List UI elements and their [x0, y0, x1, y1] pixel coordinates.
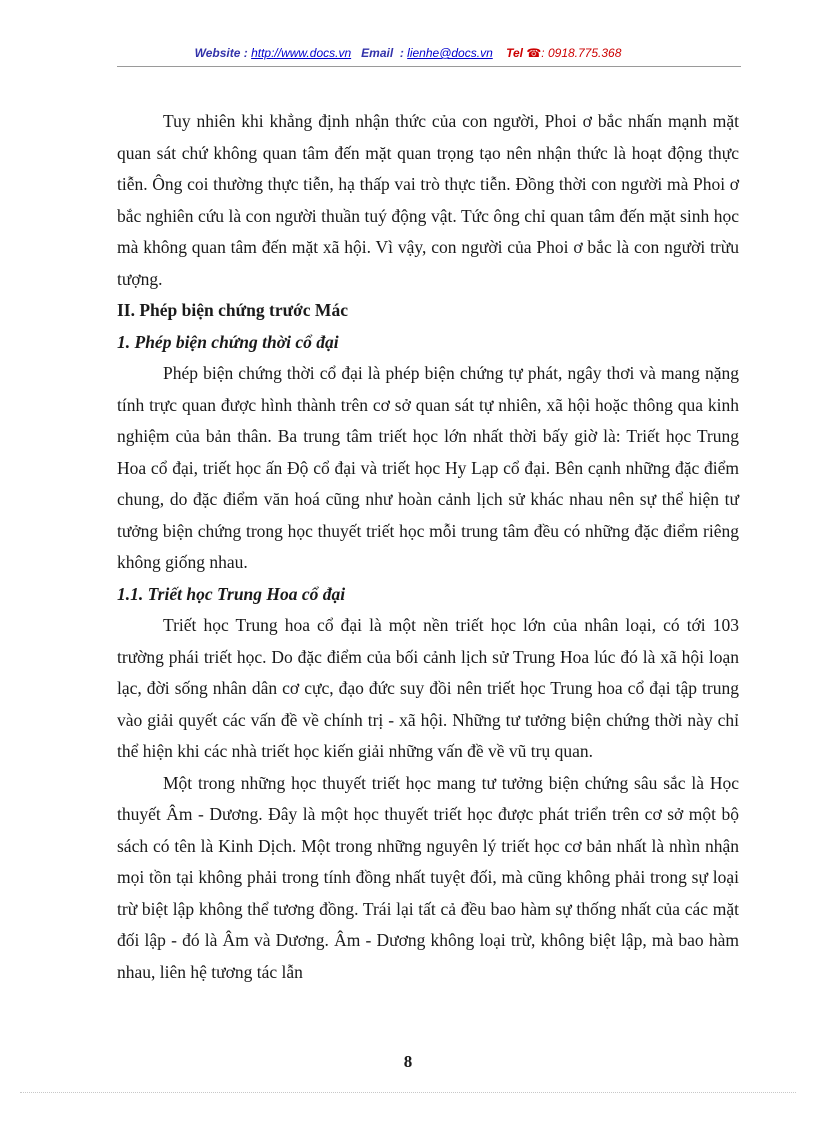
section-heading: II. Phép biện chứng trước Mác	[117, 300, 348, 320]
paragraph: Phép biện chứng thời cổ đại là phép biện chứng tự phát, ngây thơi và mang nặng tính trực quan được hình thành trên cơ sở quan sát tự nhiên, xã hội hoặc thông qua kinh nghiệm của bản thân. Ba trung tâm triết học lớn nhất thời bấy giờ là: Triết học Trung Hoa cổ đại, triết học ấn Độ cổ đại và triết học Hy Lạp cổ đại. Bên cạnh những đặc điểm chung, do đặc điểm văn hoá cũng như hoàn cảnh lịch sử khác nhau nên sự thể hiện tư tưởng biện chứng trong học thuyết triết học mỗi trung tâm đều có những đặc điểm riêng không giống nhau.	[117, 363, 739, 572]
paragraph: Một trong những học thuyết triết học mang tư tưởng biện chứng sâu sắc là Học thuyết Âm - Dương. Đây là một học thuyết triết học được phát triển trên cơ sở một bộ sách có tên là Kinh Dịch. Một trong những nguyên lý triết học cơ bản nhất là nhìn nhận mọi tồn tại không phải trong tính đồng nhất tuyệt đối, mà cũng không phải trong sự loại trừ biệt lập không thể tương đồng. Trái lại tất cả đều bao hàm sự thống nhất của các mặt đối lập - đó là Âm và Dương. Âm - Dương không loại trừ, không biệt lập, mà bao hàm nhau, liên hệ tương tác lẫn	[117, 772, 739, 982]
phone-number: : 0918.775.368	[541, 46, 622, 60]
website-link[interactable]: http://www.docs.vn	[251, 46, 352, 60]
paragraph: Triết học Trung hoa cổ đại là một nền triết học lớn của nhân loại, có tới 103 trường phái triết học. Do đặc điểm của bối cảnh lịch sử Trung Hoa lúc đó là xã hội loạn lạc, đời sống nhân dân cơ cực, đạo đức suy đồi nên triết học Trung hoa cổ đại tập trung vào giải quyết các vấn đề về chính trị - xã hội. Những tư tưởng biện chứng thời này chỉ thể hiện khi các nhà triết học kiến giải những vấn đề về vũ trụ quan.	[117, 615, 739, 761]
website-label: Website :	[194, 46, 248, 60]
page-header	[0, 46, 816, 60]
header-divider	[117, 66, 741, 67]
subsection-heading: 1.1. Triết học Trung Hoa cổ đại	[117, 583, 346, 604]
page-bottom-divider	[20, 1092, 796, 1093]
tel-label: Tel	[506, 46, 523, 60]
email-separator: :	[399, 46, 404, 60]
paragraph: Tuy nhiên khi khẳng định nhận thức của con người, Phoi ơ bắc nhấn mạnh mặt quan sát chứ không quan tâm đến mặt quan trọng tạo nên nhận thức là hoạt động thực tiễn. Ông coi thường thực tiễn, hạ thấp vai trò thực tiễn. Đồng thời con người mà Phoi ơ bắc nghiên cứu là con người thuần tuý động vật. Tức ông chỉ quan tâm đến mặt sinh học mà không quan tâm đến mặt xã hội. Vì vậy, con người của Phoi ơ bắc là con người trừu tượng.	[117, 111, 739, 289]
document-body	[117, 106, 739, 988]
subsection-heading: 1. Phép biện chứng thời cổ đại	[117, 331, 339, 352]
page-number: 8	[403, 1052, 413, 1071]
email-link[interactable]: lienhe@docs.vn	[407, 46, 493, 60]
email-label: Email	[361, 46, 394, 60]
phone-icon: ☎	[526, 46, 542, 60]
